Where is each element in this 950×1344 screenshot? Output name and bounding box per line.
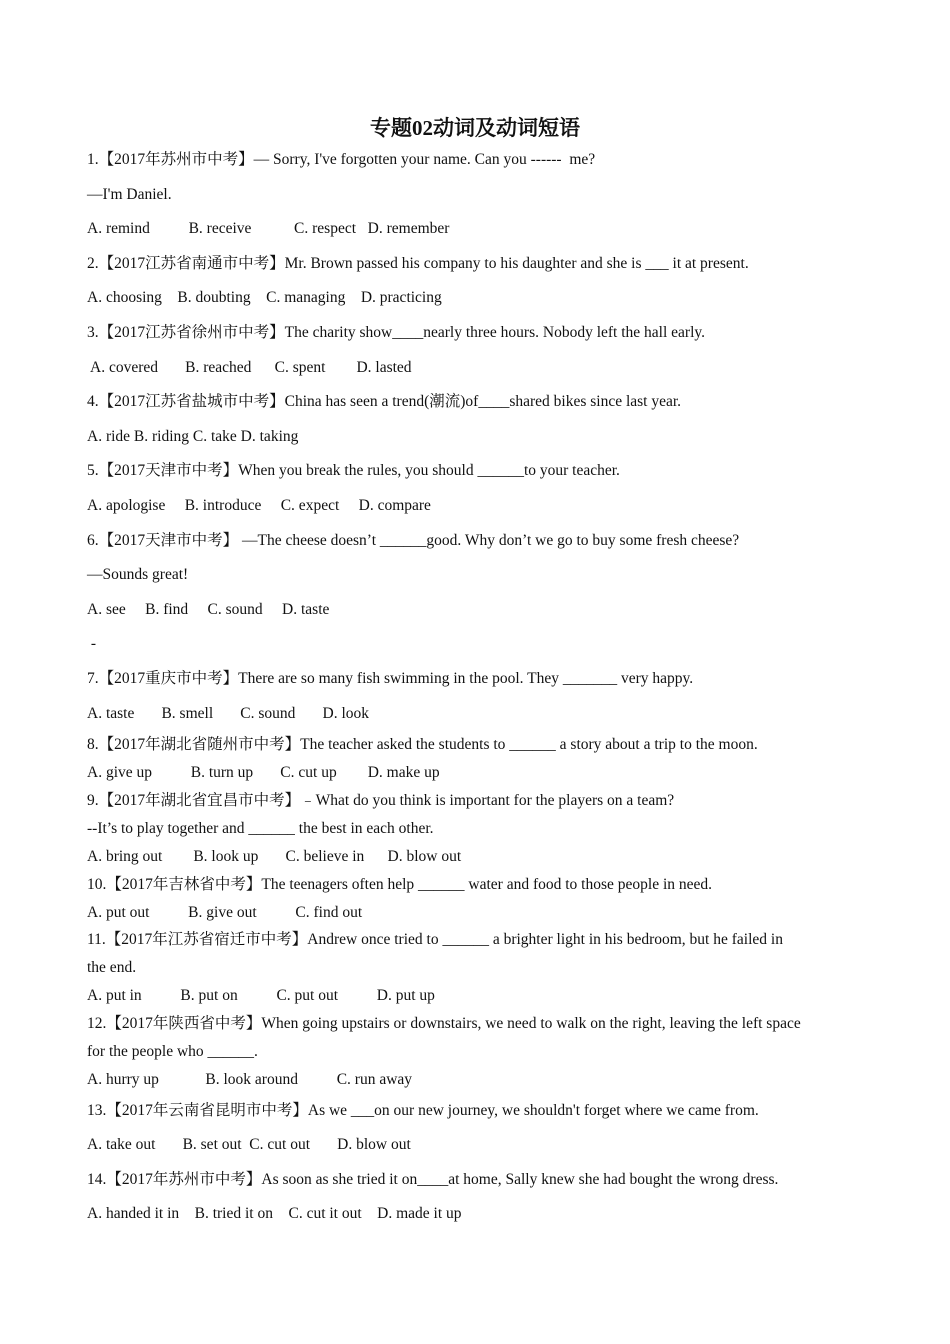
q13-stem: 13.【2017年云南省昆明市中考】As we ___on our new journey, we shouldn't forget where we came from. xyxy=(87,1102,759,1119)
q8-stem: 8.【2017年湖北省随州市中考】The teacher asked the students to ______ a story about a trip to the moon. xyxy=(87,736,758,753)
stray-mark: - xyxy=(87,635,97,652)
q4-options: A. ride B. riding C. take D. taking xyxy=(87,428,299,445)
q6-stem: 6.【2017天津市中考】 —The cheese doesn’t ______good. Why don’t we go to buy some fresh cheese? xyxy=(87,532,740,549)
q1-response: —I'm Daniel. xyxy=(87,186,172,203)
q12-options: A. hurry up B. look around C. run away xyxy=(87,1071,413,1088)
q14-stem: 14.【2017年苏州市中考】As soon as she tried it on____at home, Sally knew she had bought the wrong dress. xyxy=(87,1171,779,1188)
q11-stem-continued: the end. xyxy=(87,959,137,976)
q12-stem: 12.【2017年陕西省中考】When going upstairs or downstairs, we need to walk on the right, leaving the left space xyxy=(87,1015,801,1032)
q10-stem: 10.【2017年吉林省中考】The teenagers often help ______ water and food to those people in need. xyxy=(87,876,713,893)
q5-stem: 5.【2017天津市中考】When you break the rules, you should ______to your teacher. xyxy=(87,462,620,479)
q7-options: A. taste B. smell C. sound D. look xyxy=(87,705,370,722)
q3-stem: 3.【2017江苏省徐州市中考】The charity show____nearly three hours. Nobody left the hall early. xyxy=(87,324,706,341)
q2-options: A. choosing B. doubting C. managing D. practicing xyxy=(87,289,442,306)
q9-response: --It’s to play together and ______ the best in each other. xyxy=(87,820,434,837)
document-title: 专题02动词及动词短语 xyxy=(370,116,580,140)
q9-options: A. bring out B. look up C. believe in D. blow out xyxy=(87,848,462,865)
q9-stem: 9.【2017年湖北省宜昌市中考】﹣What do you think is important for the players on a team? xyxy=(87,792,675,809)
q3-options: A. covered B. reached C. spent D. lasted xyxy=(87,359,412,376)
q5-options: A. apologise B. introduce C. expect D. compare xyxy=(87,497,431,514)
q13-options: A. take out B. set out C. cut out D. blow out xyxy=(87,1136,411,1153)
q11-stem: 11.【2017年江苏省宿迁市中考】Andrew once tried to ______ a brighter light in his bedroom, but he failed in xyxy=(87,931,783,948)
q1-options: A. remind B. receive C. respect D. remember xyxy=(87,220,450,237)
q4-stem: 4.【2017江苏省盐城市中考】China has seen a trend(潮流)of____shared bikes since last year. xyxy=(87,393,682,410)
q10-options: A. put out B. give out C. find out xyxy=(87,904,363,921)
q14-options: A. handed it in B. tried it on C. cut it out D. made it up xyxy=(87,1205,462,1222)
q12-stem-continued: for the people who ______. xyxy=(87,1043,258,1060)
q8-options: A. give up B. turn up C. cut up D. make up xyxy=(87,764,440,781)
q6-options: A. see B. find C. sound D. taste xyxy=(87,601,330,618)
q6-response: —Sounds great! xyxy=(87,566,189,583)
q11-options: A. put in B. put on C. put out D. put up xyxy=(87,987,435,1004)
q7-stem: 7.【2017重庆市中考】There are so many fish swimming in the pool. They _______ very happy. xyxy=(87,670,694,687)
q2-stem: 2.【2017江苏省南通市中考】Mr. Brown passed his company to his daughter and she is ___ it at present. xyxy=(87,255,749,272)
q1-stem: 1.【2017年苏州市中考】— Sorry, I've forgotten your name. Can you ------ me? xyxy=(87,151,596,168)
